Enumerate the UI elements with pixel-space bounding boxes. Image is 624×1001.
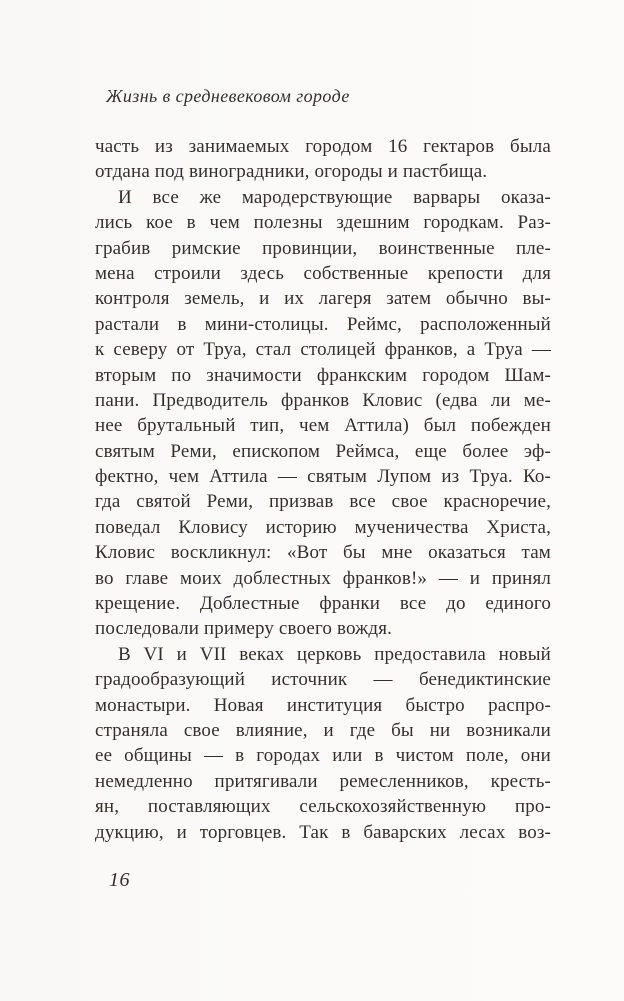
text-line: грабив римские провинции, воинственные пле-	[95, 237, 551, 259]
text-line: поведал Кловису историю мученичества Христа,	[95, 516, 551, 538]
text-line: ее общины — в городах или в чистом поле, они	[95, 745, 551, 767]
text-line: Кловис воскликнул: «Вот бы мне оказаться там	[95, 542, 551, 564]
text-line: В VI и VII веках церковь предоставила новый	[118, 643, 551, 665]
body-text	[95, 134, 551, 845]
text-line: ян, поставляющих сельскохозяйственную про-	[95, 796, 551, 818]
text-line: растали в мини-столицы. Реймс, расположенный	[95, 313, 551, 335]
text-line: нее брутальный тип, чем Аттила) был побежден	[95, 415, 551, 437]
text-line: последовали примеру своего вождя.	[95, 618, 393, 640]
text-line: И все же мародерствующие варвары оказа-	[118, 186, 551, 208]
text-line: пани. Предводитель франков Кловис (едва ли ме-	[95, 389, 551, 411]
running-header: Жизнь в средневековом городе	[106, 86, 350, 106]
text-line: градообразующий источник — бенедиктинские	[95, 669, 551, 691]
text-line: к северу от Труа, стал столицей франков, а Труа —	[95, 339, 551, 361]
text-line: немедленно притягивали ремесленников, кресть-	[95, 770, 551, 792]
text-line: святым Реми, епископом Реймса, еще более эф-	[95, 440, 551, 462]
text-line: контроля земель, и их лагеря затем обычно вы-	[95, 288, 551, 310]
text-line: фектно, чем Аттила — святым Лупом из Труа. Ко-	[95, 466, 551, 488]
text-line: часть из занимаемых городом 16 гектаров была	[95, 136, 551, 157]
text-line: гда святой Реми, призвав все свое красноречие,	[95, 491, 551, 513]
text-line: страняла свое влияние, и где бы ни возникали	[95, 719, 551, 741]
page-number: 16	[109, 869, 130, 891]
text-line: крещение. Доблестные франки все до единого	[95, 593, 551, 615]
text-line: отдана под виноградники, огороды и пастбища.	[95, 161, 488, 183]
text-line: мена строили здесь собственные крепости для	[95, 262, 551, 284]
text-line: монастыри. Новая институция быстро распро-	[95, 694, 551, 716]
text-line: лись кое в чем полезны здешним городкам. Раз-	[95, 212, 551, 234]
text-line: во главе моих доблестных франков!» — и принял	[95, 567, 551, 589]
text-line: дукцию, и торговцев. Так в баварских лесах воз-	[95, 821, 551, 843]
text-line: вторым по значимости франкским городом Шам-	[95, 364, 551, 386]
